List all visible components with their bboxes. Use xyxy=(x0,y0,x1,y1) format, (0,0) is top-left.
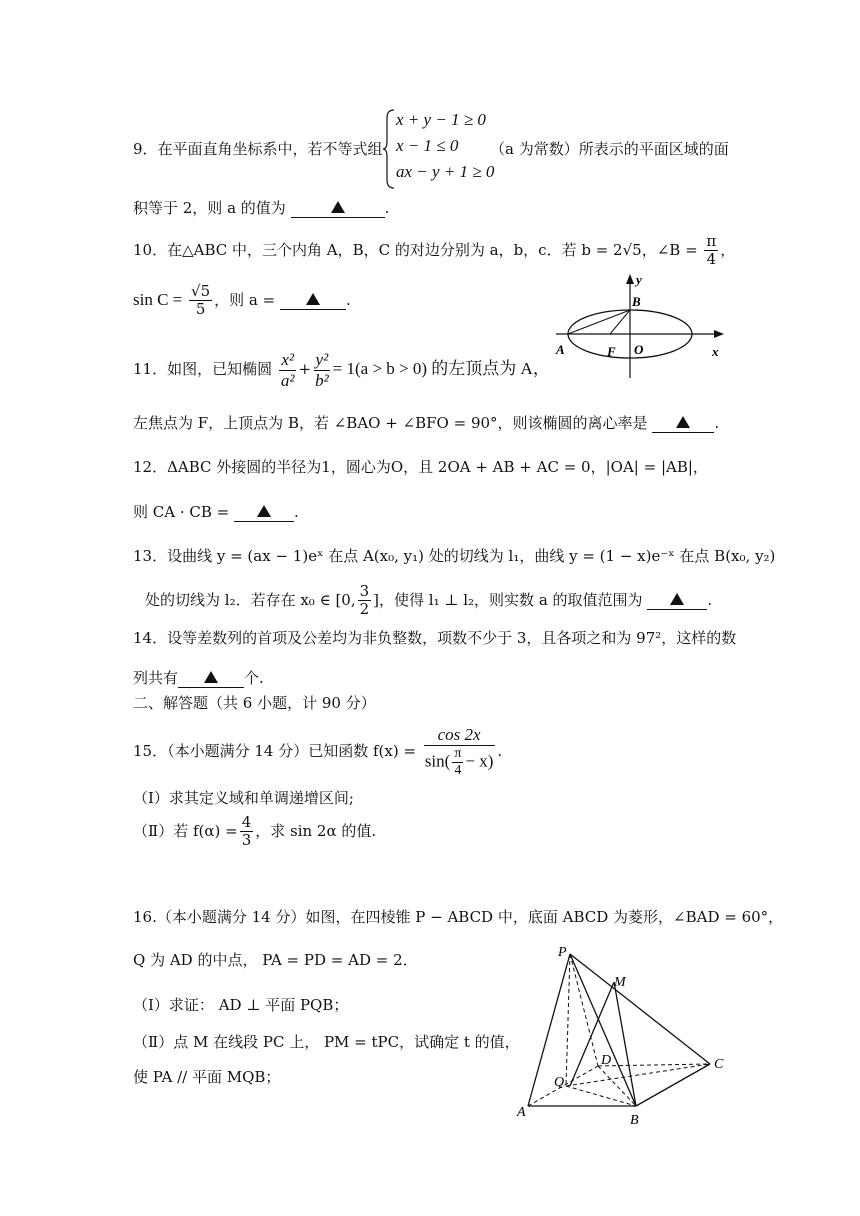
fig-label-O: O xyxy=(634,342,644,357)
q11-end: . xyxy=(714,414,720,432)
q16-part2b: 使 PA // 平面 MQB； xyxy=(133,1068,281,1086)
q12-line2-text: 则 CA · CB = xyxy=(133,503,230,521)
q10-sin-label: sin C = xyxy=(133,289,183,309)
q15-den-post: − x) xyxy=(465,751,494,771)
fig-label-D: D xyxy=(601,1053,612,1068)
q11-frac-y-num: y² xyxy=(315,350,329,369)
triangle-icon xyxy=(331,201,345,213)
q13-line2 xyxy=(145,583,712,619)
q11-line1-post: = 1(a > b > 0) 的左顶点为 A， xyxy=(332,359,550,379)
q13-line1 xyxy=(133,547,775,565)
q13-line1-text: 13．设曲线 y = (ax − 1)eˣ 在点 A(x₀, y₁) 处的切线为 l₁，曲线 y = (1 − x)e⁻ˣ 在点 B(x₀, y₂) xyxy=(133,547,776,565)
triangle-icon xyxy=(204,671,218,683)
q10-sin-den: 5 xyxy=(195,300,206,319)
q16-part2: （Ⅱ）点 M 在线段 PC 上， PM = tPC，试确定 t 的值， xyxy=(133,1033,520,1051)
q15-frac-den xyxy=(423,746,496,779)
q10-sin-num: √5 xyxy=(191,282,211,300)
q15-den-den: 4 xyxy=(454,762,462,778)
q16-pyramid-figure xyxy=(510,940,740,1140)
q12-answer-blank[interactable] xyxy=(234,503,294,522)
q15-part1: （Ⅰ）求其定义域和单调递增区间; xyxy=(133,789,354,807)
q13-line2-pre: 处的切线为 l₂．若存在 x₀ ∈ [0, xyxy=(145,590,356,609)
fig-label-M: M xyxy=(614,975,626,990)
fig-label-y: y xyxy=(636,272,642,287)
q13-end: . xyxy=(707,590,713,609)
q16-line2: Q 为 AD 的中点， PA = PD = AD = 2． xyxy=(133,951,418,969)
q10-line1-text: 10．在△ABC 中，三个内角 A，B，C 的对边分别为 a，b，c．若 b = 2√5，∠B = xyxy=(133,240,698,259)
q10-comma: ， xyxy=(720,240,736,259)
triangle-icon xyxy=(306,293,320,305)
fig-label-Q: Q xyxy=(554,1075,565,1090)
q10-angle-den: 4 xyxy=(706,250,717,269)
q15-part2-pre: （Ⅱ）若 f(α) = xyxy=(133,821,238,840)
q15-den-fraction xyxy=(452,746,463,779)
q15-line1 xyxy=(133,725,502,779)
fig-label-x: x xyxy=(712,344,719,359)
q15-end: . xyxy=(497,741,503,760)
q14-line1 xyxy=(133,629,736,647)
fig-label-P: P xyxy=(558,945,567,960)
q9-text-mid: （a 为常数）所表示的平面区域的面 xyxy=(490,140,729,158)
q9-ineq-2: x − 1 ≤ 0 xyxy=(396,136,459,155)
q11-frac-x-num: x² xyxy=(281,350,294,369)
q10-end: . xyxy=(346,290,351,309)
q16-part1: （Ⅰ）求证： AD ⊥ 平面 PQB； xyxy=(133,996,349,1014)
q9-ineq-3: ax − y + 1 ≥ 0 xyxy=(396,162,495,181)
q15-p2-den: 3 xyxy=(241,831,252,850)
q15-frac-num: cos 2x xyxy=(424,725,495,746)
q11-frac-y-den: b² xyxy=(315,370,329,390)
q14-answer-blank[interactable] xyxy=(178,669,244,688)
q13-frac-den: 2 xyxy=(359,600,370,619)
q14-line2-text: 列共有 xyxy=(133,669,179,687)
q15-p2-num: 4 xyxy=(241,813,252,831)
q13-fraction xyxy=(358,583,372,619)
q9-inequality-system xyxy=(396,110,494,188)
q14-line1-text: 14．设等差数列的首项及公差均为非负整数，项数不少于 3，且各项之和为 97²，这样的数 xyxy=(133,629,737,647)
q13-line2-post: ]，使得 l₁ ⊥ l₂，则实数 a 的取值范围为 xyxy=(373,590,643,609)
q11-line1-pre: 11．如图，已知椭圆 xyxy=(133,360,273,379)
q9-line2-text: 积等于 2，则 a 的值为 xyxy=(133,199,286,217)
q11-frac-x-den: a² xyxy=(280,370,295,390)
q9-ineq-1: x + y − 1 ≥ 0 xyxy=(396,110,486,129)
q10-angle-num: π xyxy=(706,232,717,250)
q10-line2 xyxy=(133,283,351,319)
fig-label-B: B xyxy=(630,1113,639,1128)
triangle-icon xyxy=(676,416,690,428)
q11-line2 xyxy=(133,414,719,433)
q10-answer-blank[interactable] xyxy=(280,291,346,310)
q14-line2 xyxy=(133,669,264,688)
q12-line2 xyxy=(133,503,299,522)
q11-ellipse-figure xyxy=(548,270,728,380)
q11-frac-y xyxy=(313,350,331,390)
fig-label-F: F xyxy=(607,344,616,359)
q12-line1-text: 12．ΔABC 外接圆的半径为1，圆心为O，且 2OA + AB + AC = 0，|OA| = |AB|， xyxy=(133,458,708,476)
fig-label-C: C xyxy=(714,1057,724,1072)
q9-number: 9． xyxy=(133,140,158,158)
q15-den-pre: sin( xyxy=(424,751,451,771)
q10-angle-fraction xyxy=(704,233,718,269)
q11-answer-blank[interactable] xyxy=(652,414,714,433)
q13-frac-num: 3 xyxy=(359,582,370,600)
q15-part2-fraction xyxy=(240,814,254,850)
fig-label-A: A xyxy=(517,1105,526,1120)
q11-line2-text: 左焦点为 F，上顶点为 B，若 ∠BAO + ∠BFO = 90°，则该椭圆的离心率是 xyxy=(133,414,648,432)
q15-den-num: π xyxy=(452,746,463,763)
q12-line1 xyxy=(133,458,708,476)
q13-answer-blank[interactable] xyxy=(647,591,707,610)
q14-end: 个. xyxy=(244,669,264,687)
q9-answer-blank[interactable] xyxy=(291,199,385,218)
q9-line1 xyxy=(133,140,383,158)
triangle-icon xyxy=(257,505,271,517)
q15-line1-pre: 15．（本小题满分 14 分）已知函数 f(x) = xyxy=(133,741,417,760)
q9-text-pre: 在平面直角坐标系中，若不等式组 xyxy=(157,140,383,158)
q11-line1 xyxy=(133,350,550,390)
q9-line2 xyxy=(133,199,389,218)
q11-frac-x xyxy=(279,350,297,390)
fig-label-A: A xyxy=(556,342,565,357)
section-heading: 二、解答题（共 6 小题，计 90 分） xyxy=(133,694,376,712)
q16-line1: 16.（本小题满分 14 分）如图，在四棱锥 P − ABCD 中，底面 ABCD 为菱形，∠BAD = 60°， xyxy=(133,908,784,926)
q12-end: . xyxy=(294,503,299,521)
q15-part2-post: ，求 sin 2α 的值. xyxy=(255,821,377,840)
q15-part2 xyxy=(133,814,376,850)
q10-sin-fraction xyxy=(189,283,212,319)
q9-system-brace xyxy=(382,108,396,190)
q9-end: . xyxy=(384,199,390,217)
triangle-icon xyxy=(670,593,684,605)
q11-plus: + xyxy=(298,360,312,379)
q15-main-fraction xyxy=(423,725,496,779)
q10-line2-post: ，则 a = xyxy=(214,290,276,309)
fig-label-B: B xyxy=(632,294,641,309)
q10-line1 xyxy=(133,233,735,269)
